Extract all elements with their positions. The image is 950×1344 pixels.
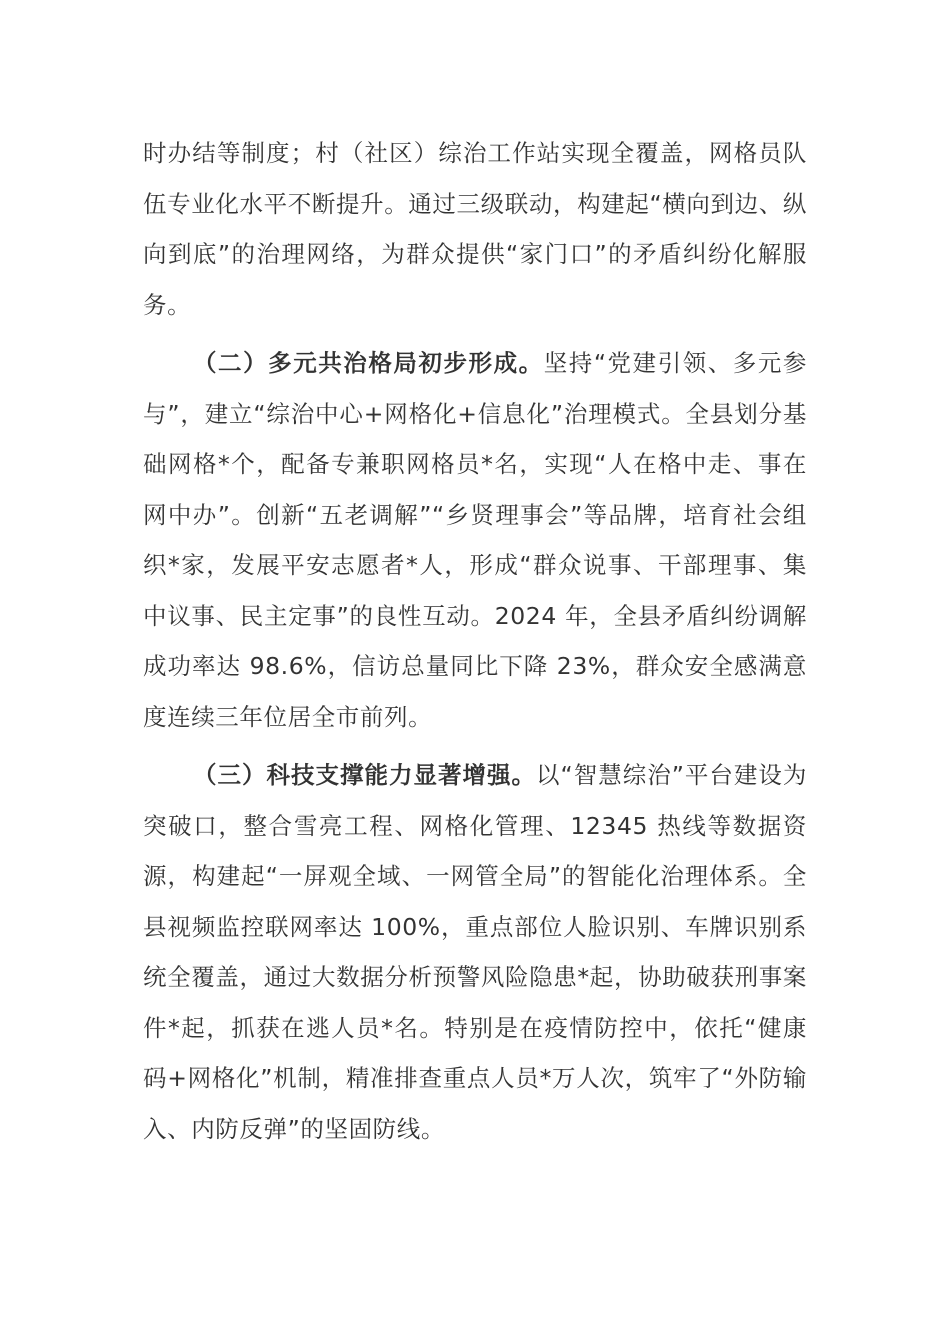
section-heading: （三）科技支撑能力显著增强。 (193, 761, 537, 789)
section-heading: （二）多元共治格局初步形成。 (193, 349, 544, 377)
paragraph-section-3 (143, 750, 807, 1154)
paragraph-continuation (143, 128, 807, 330)
paragraph-text: 时办结等制度；村（社区）综治工作站实现全覆盖，网格员队伍专业化水平不断提升。通过三级联动，构建起“横向到边、纵向到底”的治理网络，为群众提供“家门口”的矛盾纠纷化解服务。 (143, 139, 807, 319)
document-page (143, 128, 807, 1162)
paragraph-text: 坚持“党建引领、多元参与”，建立“综治中心+网格化+信息化”治理模式。全县划分基础网格*个，配备专兼职网格员*名，实现“人在格中走、事在网中办”。创新“五老调解”“乡贤理事会”等品牌，培育社会组织*家，发展平安志愿者*人，形成“群众说事、干部理事、集中议事、民主定事”的良性互动。2024 年，全县矛盾纠纷调解成功率达 98.6%，信访总量同比下降 23%，群众安全感满意度连续三年位居全市前列。 (143, 349, 807, 731)
paragraph-section-2 (143, 338, 807, 742)
paragraph-text: 以“智慧综治”平台建设为突破口，整合雪亮工程、网格化管理、12345 热线等数据资源，构建起“一屏观全域、一网管全局”的智能化治理体系。全县视频监控联网率达 100%，重点部位人脸识别、车牌识别系统全覆盖，通过大数据分析预警风险隐患*起，协助破获刑事案件*起，抓获在逃人员*名。特别是在疫情防控中，依托“健康码+网格化”机制，精准排查重点人员*万人次，筑牢了“外防输入、内防反弹”的坚固防线。 (143, 761, 807, 1143)
